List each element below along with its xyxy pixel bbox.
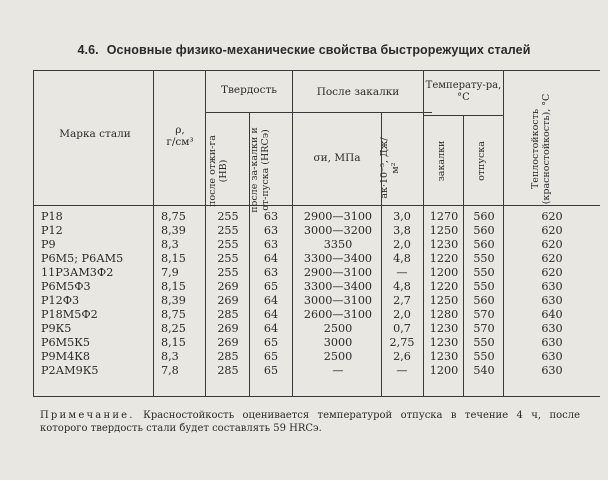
cell-temp-temper: 550 bbox=[473, 280, 495, 293]
header-temp-quench: закалки bbox=[436, 140, 447, 182]
cell-strength: 2500 bbox=[323, 322, 353, 335]
cell-red-hardness: 630 bbox=[541, 280, 563, 293]
cell-temp-quench: 1230 bbox=[429, 336, 459, 349]
cell-hrc: 65 bbox=[263, 364, 279, 377]
cell-grade: Р6М5Ф3 bbox=[41, 280, 91, 293]
cell-strength: — bbox=[332, 364, 344, 377]
table-row bbox=[0, 308, 600, 322]
cell-temp-temper: 550 bbox=[473, 266, 495, 279]
header-density-symbol: ρ, bbox=[175, 124, 185, 136]
cell-impact: 3,8 bbox=[393, 224, 411, 237]
cell-strength: 2900—3100 bbox=[303, 266, 373, 279]
cell-temp-temper: 570 bbox=[473, 322, 495, 335]
table-row bbox=[0, 322, 600, 336]
cell-red-hardness: 620 bbox=[541, 238, 563, 251]
cell-temp-temper: 560 bbox=[473, 238, 495, 251]
cell-temp-quench: 1220 bbox=[429, 252, 459, 265]
cell-impact: 2,7 bbox=[393, 294, 411, 307]
cell-density: 8,15 bbox=[161, 280, 186, 293]
cell-temp-quench: 1200 bbox=[429, 364, 459, 377]
cell-temp-quench: 1200 bbox=[429, 266, 459, 279]
header-density-unit: г/см³ bbox=[166, 136, 194, 148]
cell-temp-temper: 550 bbox=[473, 350, 495, 363]
cell-hrc: 64 bbox=[263, 252, 279, 265]
cell-hb: 255 bbox=[217, 252, 239, 265]
cell-red-hardness: 640 bbox=[541, 308, 563, 321]
cell-red-hardness: 620 bbox=[541, 210, 563, 223]
cell-temp-quench: 1230 bbox=[429, 322, 459, 335]
table-row bbox=[0, 252, 600, 266]
header-impact-strength: aк·10⁻⁵, Дж/м² bbox=[379, 137, 401, 199]
cell-hrc: 65 bbox=[263, 350, 279, 363]
cell-hb: 255 bbox=[217, 224, 239, 237]
cell-hb: 285 bbox=[217, 308, 239, 321]
table-row bbox=[0, 364, 600, 378]
table-top-rule bbox=[33, 70, 600, 71]
cell-strength: 3000—3200 bbox=[303, 224, 373, 237]
cell-grade: Р18М5Ф2 bbox=[41, 308, 98, 321]
cell-grade: Р2АМ9К5 bbox=[41, 364, 99, 377]
cell-density: 8,15 bbox=[161, 252, 186, 265]
cell-red-hardness: 630 bbox=[541, 336, 563, 349]
table-footnote bbox=[40, 410, 580, 435]
cell-hrc: 64 bbox=[263, 308, 279, 321]
table-row bbox=[0, 280, 600, 294]
cell-temp-quench: 1230 bbox=[429, 350, 459, 363]
cell-temp-quench: 1250 bbox=[429, 294, 459, 307]
cell-grade: Р9М4К8 bbox=[41, 350, 90, 363]
cell-grade: 11Р3АМ3Ф2 bbox=[41, 266, 114, 279]
cell-hrc: 64 bbox=[263, 322, 279, 335]
cell-strength: 3000—3100 bbox=[303, 294, 373, 307]
cell-impact: 2,0 bbox=[393, 238, 411, 251]
cell-red-hardness: 620 bbox=[541, 252, 563, 265]
cell-temp-quench: 1230 bbox=[429, 238, 459, 251]
cell-hrc: 63 bbox=[263, 224, 279, 237]
cell-hb: 269 bbox=[217, 280, 239, 293]
table-row bbox=[0, 266, 600, 280]
cell-density: 8,3 bbox=[161, 238, 179, 251]
cell-density: 7,9 bbox=[161, 266, 179, 279]
header-hardness-group: Твердость bbox=[220, 84, 278, 96]
table-row bbox=[0, 350, 600, 364]
cell-impact: — bbox=[396, 266, 408, 279]
cell-density: 8,75 bbox=[161, 210, 186, 223]
header-hardness-annealed: после отжи-га (НВ) bbox=[207, 135, 229, 207]
cell-hrc: 64 bbox=[263, 294, 279, 307]
table-row bbox=[0, 224, 600, 238]
cell-grade: Р9 bbox=[41, 238, 56, 251]
cell-hb: 255 bbox=[217, 238, 239, 251]
cell-temp-temper: 560 bbox=[473, 210, 495, 223]
cell-strength: 3000 bbox=[323, 336, 353, 349]
cell-density: 7,8 bbox=[161, 364, 179, 377]
header-red-hardness: Теплостойкость (красностойкость), °С bbox=[530, 93, 552, 205]
cell-density: 8,75 bbox=[161, 308, 186, 321]
table-row bbox=[0, 210, 600, 224]
cell-red-hardness: 620 bbox=[541, 224, 563, 237]
cell-grade: Р18 bbox=[41, 210, 63, 223]
cell-hb: 255 bbox=[217, 266, 239, 279]
cell-impact: 2,0 bbox=[393, 308, 411, 321]
header-hardness-hardened: после за-калки и от-пуска (HRCэ) bbox=[249, 127, 271, 213]
cell-grade: Р12 bbox=[41, 224, 63, 237]
cell-impact: 3,0 bbox=[393, 210, 411, 223]
cell-red-hardness: 630 bbox=[541, 322, 563, 335]
cell-hb: 285 bbox=[217, 350, 239, 363]
caption-text: Основные физико-механические свойства быстрорежущих сталей bbox=[106, 43, 531, 57]
cell-density: 8,3 bbox=[161, 350, 179, 363]
cell-impact: 4,8 bbox=[393, 280, 411, 293]
cell-temp-quench: 1270 bbox=[429, 210, 459, 223]
cell-hrc: 63 bbox=[263, 266, 279, 279]
cell-temp-quench: 1220 bbox=[429, 280, 459, 293]
cell-strength: 3300—3400 bbox=[303, 252, 373, 265]
cell-impact: 4,8 bbox=[393, 252, 411, 265]
cell-red-hardness: 620 bbox=[541, 266, 563, 279]
cell-strength: 2500 bbox=[323, 350, 353, 363]
footnote-text: Красностойкость оценивается температурой отпуска в течение 4 ч, после которого твердость стали будет составлять 59 HRCэ. bbox=[40, 410, 580, 434]
cell-grade: Р12Ф3 bbox=[41, 294, 80, 307]
cell-density: 8,39 bbox=[161, 294, 186, 307]
cell-strength: 2900—3100 bbox=[303, 210, 373, 223]
cell-impact: 0,7 bbox=[393, 322, 411, 335]
cell-temp-temper: 560 bbox=[473, 224, 495, 237]
cell-hrc: 65 bbox=[263, 280, 279, 293]
cell-strength: 3350 bbox=[323, 238, 353, 251]
header-after-quench-group: После закалки bbox=[316, 86, 400, 98]
cell-strength: 2600—3100 bbox=[303, 308, 373, 321]
cell-red-hardness: 630 bbox=[541, 294, 563, 307]
table-row bbox=[0, 336, 600, 350]
cell-temp-quench: 1250 bbox=[429, 224, 459, 237]
cell-temp-temper: 550 bbox=[473, 336, 495, 349]
cell-temp-temper: 540 bbox=[473, 364, 495, 377]
table-row bbox=[0, 238, 600, 252]
caption-number: 4.6. bbox=[77, 43, 99, 57]
footnote-label: Примечание. bbox=[40, 410, 135, 421]
cell-impact: 2,75 bbox=[389, 336, 415, 349]
cell-temp-temper: 550 bbox=[473, 252, 495, 265]
cell-density: 8,25 bbox=[161, 322, 186, 335]
table-row bbox=[0, 294, 600, 308]
cell-impact: — bbox=[396, 364, 408, 377]
cell-grade: Р6М5; Р6АМ5 bbox=[41, 252, 124, 265]
cell-temp-quench: 1280 bbox=[429, 308, 459, 321]
cell-hb: 269 bbox=[217, 336, 239, 349]
header-strength: σи, МПа bbox=[313, 152, 361, 164]
header-bottom-rule bbox=[33, 205, 600, 206]
cell-hb: 269 bbox=[217, 322, 239, 335]
cell-hb: 255 bbox=[217, 210, 239, 223]
header-temp-temper: отпуска bbox=[476, 141, 487, 181]
cell-red-hardness: 630 bbox=[541, 364, 563, 377]
cell-density: 8,15 bbox=[161, 336, 186, 349]
cell-hrc: 65 bbox=[263, 336, 279, 349]
cell-hrc: 63 bbox=[263, 210, 279, 223]
subheader-rule-left bbox=[205, 112, 432, 113]
cell-density: 8,39 bbox=[161, 224, 186, 237]
cell-hb: 269 bbox=[217, 294, 239, 307]
cell-red-hardness: 630 bbox=[541, 350, 563, 363]
header-temperature-group: Температу-ра, °С bbox=[425, 80, 502, 103]
cell-hrc: 63 bbox=[263, 238, 279, 251]
cell-impact: 2,6 bbox=[393, 350, 411, 363]
cell-temp-temper: 570 bbox=[473, 308, 495, 321]
cell-hb: 285 bbox=[217, 364, 239, 377]
cell-grade: Р9К5 bbox=[41, 322, 72, 335]
cell-temp-temper: 560 bbox=[473, 294, 495, 307]
header-grade: Марка стали bbox=[59, 128, 131, 140]
cell-strength: 3300—3400 bbox=[303, 280, 373, 293]
cell-grade: Р6М5К5 bbox=[41, 336, 90, 349]
table-bottom-rule bbox=[33, 396, 600, 397]
